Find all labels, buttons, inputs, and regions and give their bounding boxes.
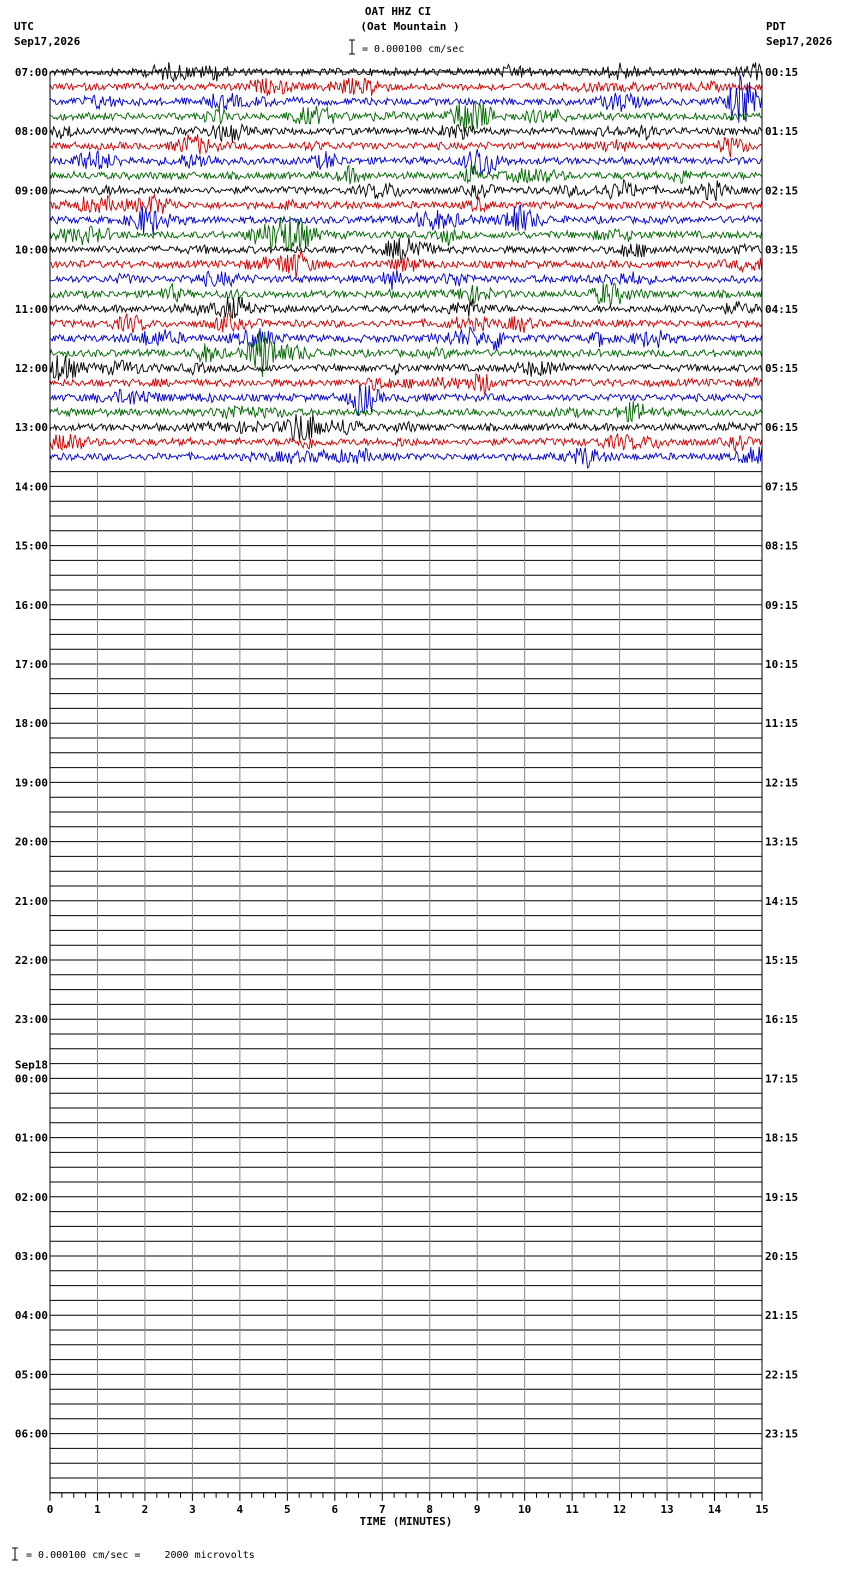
x-tick-label: 0: [46, 1502, 54, 1516]
right-hour-label: 06:15: [765, 421, 799, 435]
x-tick-label: 9: [473, 1502, 481, 1516]
left-hour-label: 13:00: [14, 421, 48, 435]
right-hour-label: 11:15: [765, 717, 799, 731]
right-hour-label: 07:15: [765, 480, 799, 494]
x-tick-label: 14: [707, 1502, 722, 1516]
seismic-trace: [50, 180, 762, 201]
footer-scale-bar-icon: [12, 1548, 18, 1560]
seismic-trace: [50, 195, 762, 214]
left-hour-label: 16:00: [14, 598, 48, 612]
right-hour-label: 22:15: [765, 1368, 799, 1382]
seismic-trace: [50, 283, 762, 305]
x-tick-label: 2: [141, 1502, 149, 1516]
x-tick-label: 7: [378, 1502, 386, 1516]
right-hour-label: 12:15: [765, 776, 799, 790]
left-hour-label: 02:00: [14, 1190, 48, 1204]
left-hour-label: 15:00: [14, 539, 48, 553]
right-hour-label: 21:15: [765, 1309, 799, 1323]
left-hour-label: 17:00: [14, 658, 48, 671]
right-hour-label: 18:15: [765, 1131, 799, 1145]
right-hour-label: 14:15: [765, 894, 799, 908]
scale-footnote: = 0.000100 cm/sec = 2000 microvolts: [26, 1550, 255, 1561]
seismic-trace: [50, 327, 762, 350]
x-tick-label: 11: [565, 1502, 579, 1516]
right-hour-label: 01:15: [765, 125, 799, 139]
scale-bar-icon: [349, 40, 355, 54]
right-hour-label: 04:15: [765, 302, 799, 316]
right-date-label: Sep17,2026: [766, 35, 833, 48]
seismic-trace: [50, 270, 762, 290]
left-hour-label: 23:00: [14, 1013, 48, 1027]
left-hour-label: 06:00: [14, 1427, 48, 1441]
left-hour-label: 20:00: [14, 835, 48, 849]
right-hour-label: 16:15: [765, 1013, 799, 1027]
right-hour-label: 17:15: [765, 1072, 799, 1086]
x-axis-label: TIME (MINUTES): [359, 1514, 453, 1528]
right-hour-label: 15:15: [765, 954, 799, 967]
left-hour-label: 00:00: [14, 1072, 48, 1086]
left-hour-label: 10:00: [14, 243, 48, 257]
right-hour-label: 09:15: [765, 598, 799, 612]
seismic-trace: [50, 313, 762, 333]
x-tick-label: 3: [189, 1502, 196, 1516]
seismic-trace: [50, 447, 762, 468]
seismic-trace: [50, 124, 762, 142]
seismic-trace: [50, 237, 762, 263]
right-hour-label: 20:15: [765, 1250, 799, 1263]
left-date-label: Sep17,2026: [14, 35, 81, 48]
seismic-trace: [50, 374, 762, 395]
left-hour-label: 11:00: [14, 302, 48, 316]
right-hour-label: 23:15: [765, 1427, 799, 1441]
x-tick-label: 4: [236, 1502, 244, 1516]
left-hour-label: Sep18: [14, 1058, 48, 1072]
x-tick-label: 1: [94, 1502, 101, 1516]
seismic-trace: [50, 355, 762, 380]
left-hour-label: 21:00: [14, 894, 48, 908]
seismic-trace: [50, 434, 762, 452]
left-hour-label: 12:00: [14, 362, 48, 375]
seismic-trace: [50, 205, 762, 235]
left-hour-label: 19:00: [14, 776, 48, 790]
right-hour-label: 03:15: [765, 243, 799, 257]
x-tick-label: 15: [755, 1502, 769, 1516]
left-hour-label: 14:00: [14, 480, 48, 494]
left-hour-label: 01:00: [14, 1131, 48, 1145]
right-hour-label: 13:15: [765, 835, 799, 849]
seismic-trace: [50, 149, 762, 175]
x-tick-label: 12: [612, 1502, 627, 1516]
right-hour-label: 05:15: [765, 362, 799, 375]
right-hour-label: 10:15: [765, 658, 799, 671]
left-hour-label: 22:00: [14, 954, 48, 967]
left-hour-label: 07:00: [14, 66, 48, 79]
chart-subtitle: (Oat Mountain ): [360, 20, 460, 33]
x-tick-label: 8: [426, 1502, 434, 1516]
left-timezone-label: UTC: [14, 20, 34, 33]
seismic-trace: [50, 78, 762, 96]
scale-bar-label: = 0.000100 cm/sec: [362, 44, 465, 55]
seismic-trace: [50, 134, 762, 157]
seismic-trace: [50, 331, 762, 377]
seismic-trace: [50, 414, 762, 442]
left-hour-label: 18:00: [14, 717, 48, 731]
x-tick-label: 6: [331, 1502, 339, 1516]
seismic-trace: [50, 401, 762, 421]
x-tick-label: 13: [660, 1502, 674, 1516]
right-hour-label: 19:15: [765, 1190, 799, 1204]
x-tick-label: 10: [518, 1502, 532, 1516]
right-hour-label: 02:15: [765, 184, 799, 198]
right-timezone-label: PDT: [766, 20, 786, 33]
right-hour-label: 00:15: [765, 66, 799, 79]
left-hour-label: 05:00: [14, 1368, 48, 1382]
left-hour-label: 04:00: [14, 1309, 48, 1323]
left-hour-label: 08:00: [14, 125, 48, 139]
x-tick-label: 5: [284, 1502, 291, 1516]
left-hour-label: 09:00: [14, 184, 48, 198]
right-hour-label: 08:15: [765, 539, 799, 553]
seismic-trace: [50, 164, 762, 184]
seismic-trace: [50, 297, 762, 318]
chart-title: OAT HHZ CI: [364, 5, 432, 18]
left-hour-label: 03:00: [14, 1250, 48, 1263]
